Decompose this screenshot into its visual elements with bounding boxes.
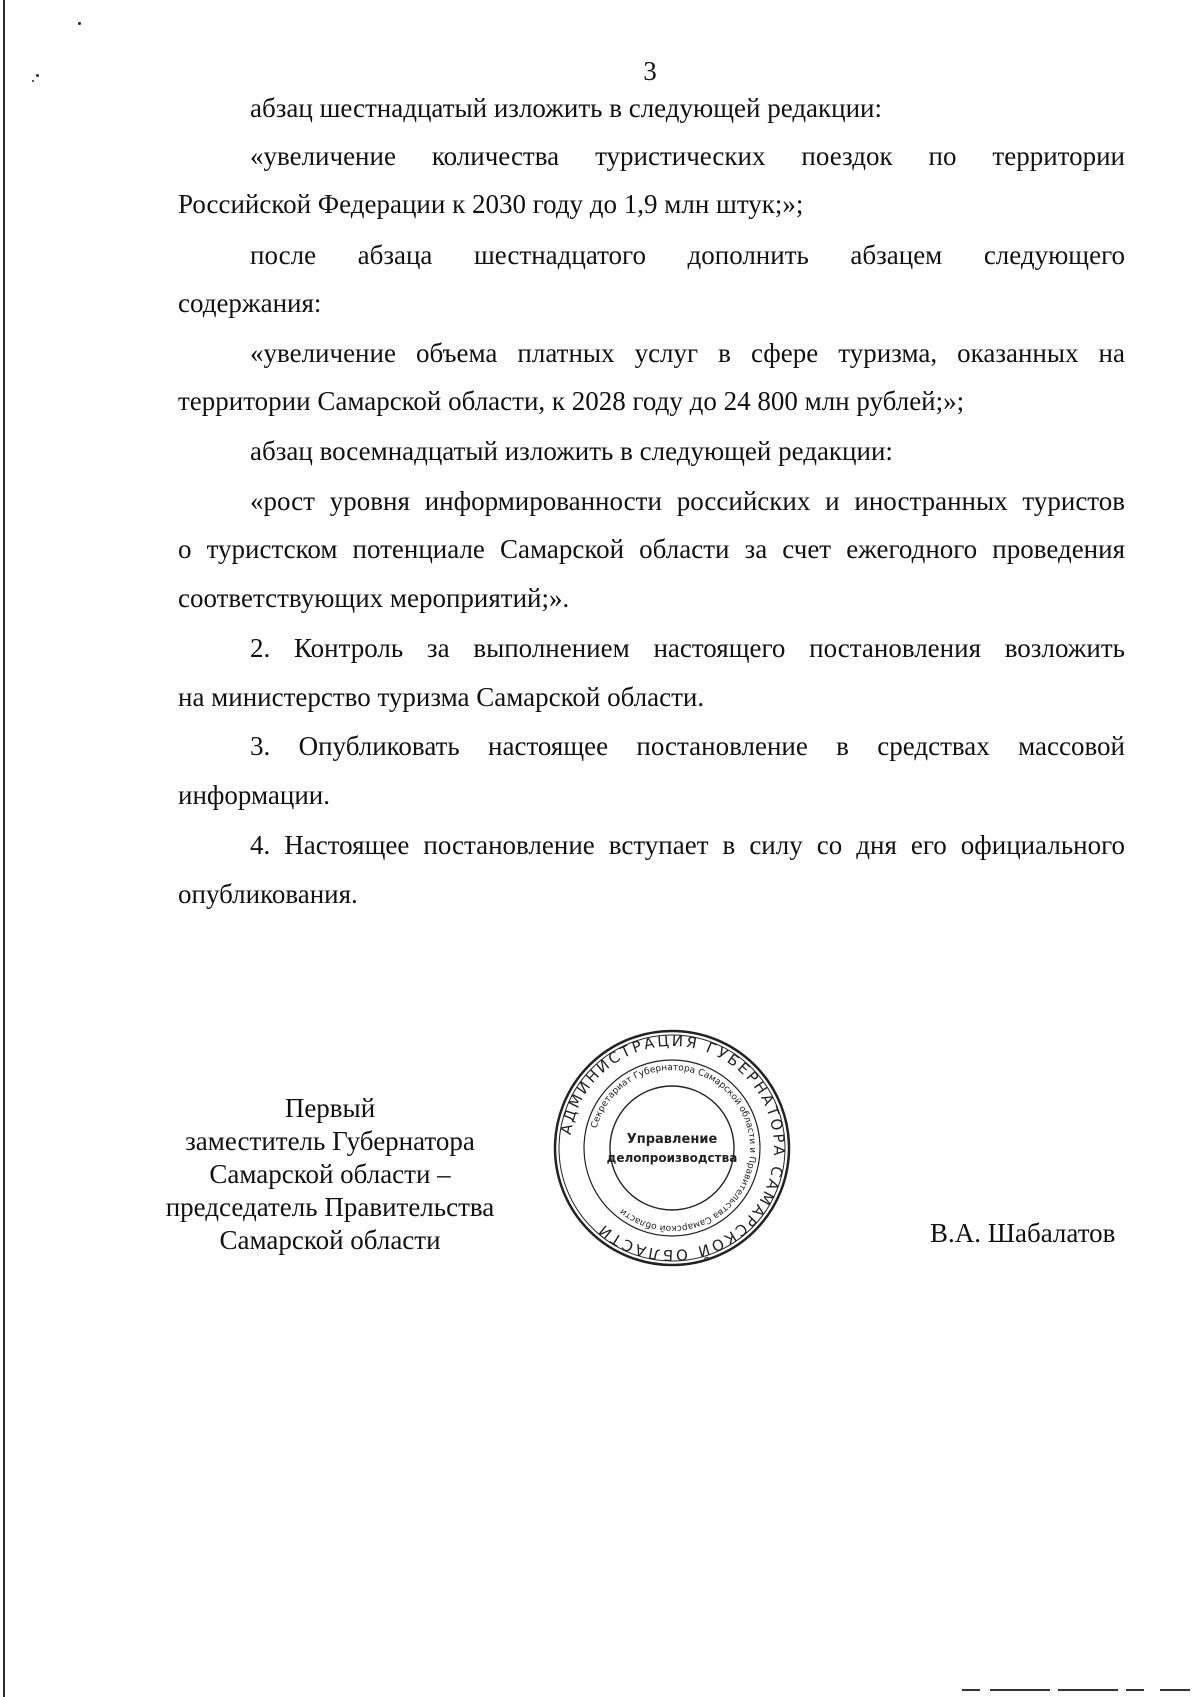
paragraph-line: территории Самарской области, к 2028 году до 24 800 млн рублей;»; — [178, 386, 965, 416]
scan-speck — [78, 22, 81, 25]
signatory-name: В.А. Шабалатов — [930, 1218, 1116, 1248]
page-number: 3 — [643, 56, 657, 86]
paragraph-line: 2. Контроль за выполнением настоящего постановления возложить — [250, 633, 1125, 663]
position-line: Первый — [284, 1093, 376, 1123]
paragraph-line: абзац шестнадцатый изложить в следующей редакции: — [250, 93, 883, 123]
paragraph-line: содержания: — [178, 288, 322, 318]
paragraph-line: абзац восемнадцатый изложить в следующей редакции: — [250, 436, 893, 466]
scan-edge — [3, 0, 5, 1697]
paragraph-line: «рост уровня информированности российских и иностранных туристов — [250, 486, 1125, 516]
footer-mark — [1058, 1689, 1118, 1691]
footer-mark — [962, 1689, 980, 1691]
footer-mark — [1160, 1689, 1190, 1691]
paragraph-line: после абзаца шестнадцатого дополнить абзацем следующего — [250, 240, 1125, 270]
paragraph-line: соответствующих мероприятий;». — [178, 583, 570, 613]
signatory-position — [160, 1092, 500, 1257]
paragraph-line: о туристском потенциале Самарской области за счет ежегодного проведения — [178, 534, 1125, 564]
paragraph-line: «увеличение количества туристических поездок по территории — [250, 141, 1125, 171]
seal-outer-text: АДМИНИСТРАЦИЯ ГУБЕРНАТОРА САМАРСКОЙ ОБЛАСТИ — [556, 1031, 789, 1265]
paragraph-line: информации. — [178, 780, 330, 810]
position-line: председатель Правительства — [165, 1192, 495, 1222]
footer-mark — [990, 1689, 1050, 1691]
seal-inner-ring — [610, 1086, 734, 1210]
official-seal — [552, 1028, 792, 1268]
footer-mark — [1126, 1689, 1144, 1691]
paragraph-line: опубликования. — [178, 879, 358, 909]
seal-center-line-1: Управление — [626, 1132, 718, 1147]
position-line: Самарской области – — [209, 1159, 451, 1189]
paragraph-line: 3. Опубликовать настоящее постановление в средствах массовой — [250, 731, 1125, 761]
paragraph-line: 4. Настоящее постановление вступает в силу со дня его официального — [250, 830, 1125, 860]
paragraph-line: на министерство туризма Самарской области. — [178, 682, 705, 712]
position-line: заместитель Губернатора — [185, 1126, 475, 1156]
position-line: Самарской области — [219, 1225, 441, 1255]
seal-inner-ring-text: Секретариат Губернатора Самарской области и Правительства Самарской области — [589, 1062, 758, 1234]
seal-center-line-2: делопроизводства — [606, 1151, 738, 1165]
paragraph-line: «увеличение объема платных услуг в сфере туризма, оказанных на — [250, 338, 1125, 368]
paragraph-line: Российской Федерации к 2030 году до 1,9 млн штук;»; — [178, 189, 804, 219]
